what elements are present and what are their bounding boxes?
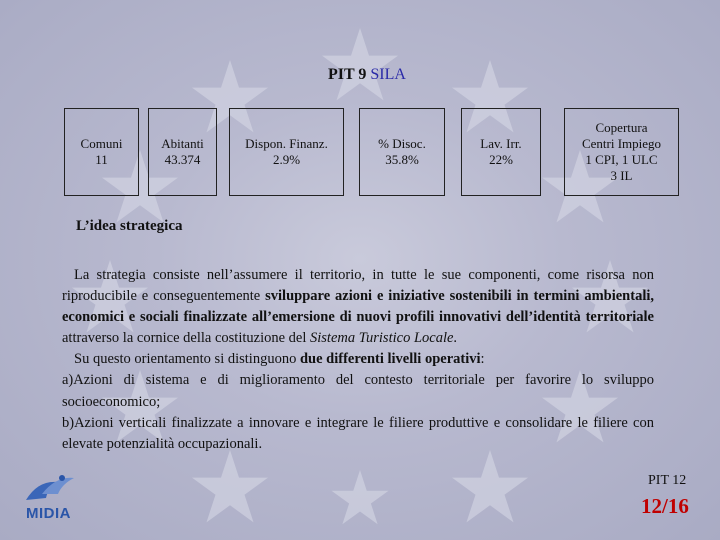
text-run-bold: sviluppare azioni e iniziative sostenibili in termini ambientali, economici e sociali finalizzate all’emersione di nuovi profili innovativi dell’identità territoriale xyxy=(62,288,654,326)
midia-logo-text: MIDIA xyxy=(26,505,71,522)
footer-pit-label: PIT 12 xyxy=(648,473,687,488)
page-number: 12/16 xyxy=(641,494,689,518)
text-run: attraverso la cornice della costituzione del xyxy=(62,330,311,347)
text-run: Su questo orientamento si distinguono xyxy=(74,351,300,368)
stat-box-dispon-finanz xyxy=(229,108,344,196)
stat-value: 1 CPI, 1 ULC xyxy=(585,152,658,167)
stat-box-copertura xyxy=(564,108,679,196)
stat-label: Comuni xyxy=(80,136,123,151)
stat-label: Lav. Irr. xyxy=(480,136,522,151)
stat-label: Dispon. Finanz. xyxy=(245,136,328,151)
stat-value: 3 IL xyxy=(610,168,633,183)
text-run: La strategia consiste nell’assumere il territorio, in tutte le sue componenti, come risorsa non riproducibile e conseguentemente xyxy=(62,267,654,305)
paragraph-strategy xyxy=(62,265,654,349)
midia-logo-icon xyxy=(18,470,78,510)
paragraph-levels xyxy=(62,349,654,370)
section-heading: L’idea strategica xyxy=(76,218,183,234)
bg-star-icon xyxy=(452,450,528,522)
text-run-italic: Sistema Turistico Locale xyxy=(310,330,454,347)
list-item-b: b)Azioni verticali finalizzate a innovare e integrare le filiere produttive e consolidare le filiere con elevate potenzialità occupazionali. xyxy=(62,414,654,452)
bg-star-icon xyxy=(322,28,398,100)
text-run: : xyxy=(480,351,485,368)
stat-label: Abitanti xyxy=(161,136,204,151)
bg-star-icon xyxy=(331,470,388,524)
stat-box-abitanti xyxy=(148,108,217,196)
stat-label: Centri Impiego xyxy=(581,136,662,151)
text-run: . xyxy=(453,330,458,347)
slide-title xyxy=(0,66,720,84)
title-pit: PIT 9 xyxy=(328,66,367,83)
stat-box-lav-irr xyxy=(461,108,541,196)
stat-value: 35.8% xyxy=(385,152,419,167)
stat-label: Copertura xyxy=(595,120,648,135)
stat-value: 22% xyxy=(489,152,513,167)
stat-value: 2.9% xyxy=(272,152,301,167)
stat-box-comuni xyxy=(64,108,139,196)
stat-box-disoccupazione xyxy=(359,108,445,196)
stat-label: % Disoc. xyxy=(378,136,426,151)
stat-value: 43.374 xyxy=(164,152,201,167)
bg-star-icon xyxy=(192,450,268,522)
text-run-bold: due differenti livelli operativi xyxy=(299,351,481,368)
stat-value: 11 xyxy=(95,152,108,167)
list-item-a: a)Azioni di sistema e di miglioramento del contesto territoriale per favorire lo sviluppo socioeconomico; xyxy=(62,372,654,410)
body-text xyxy=(62,265,654,455)
title-area: SILA xyxy=(370,66,406,83)
